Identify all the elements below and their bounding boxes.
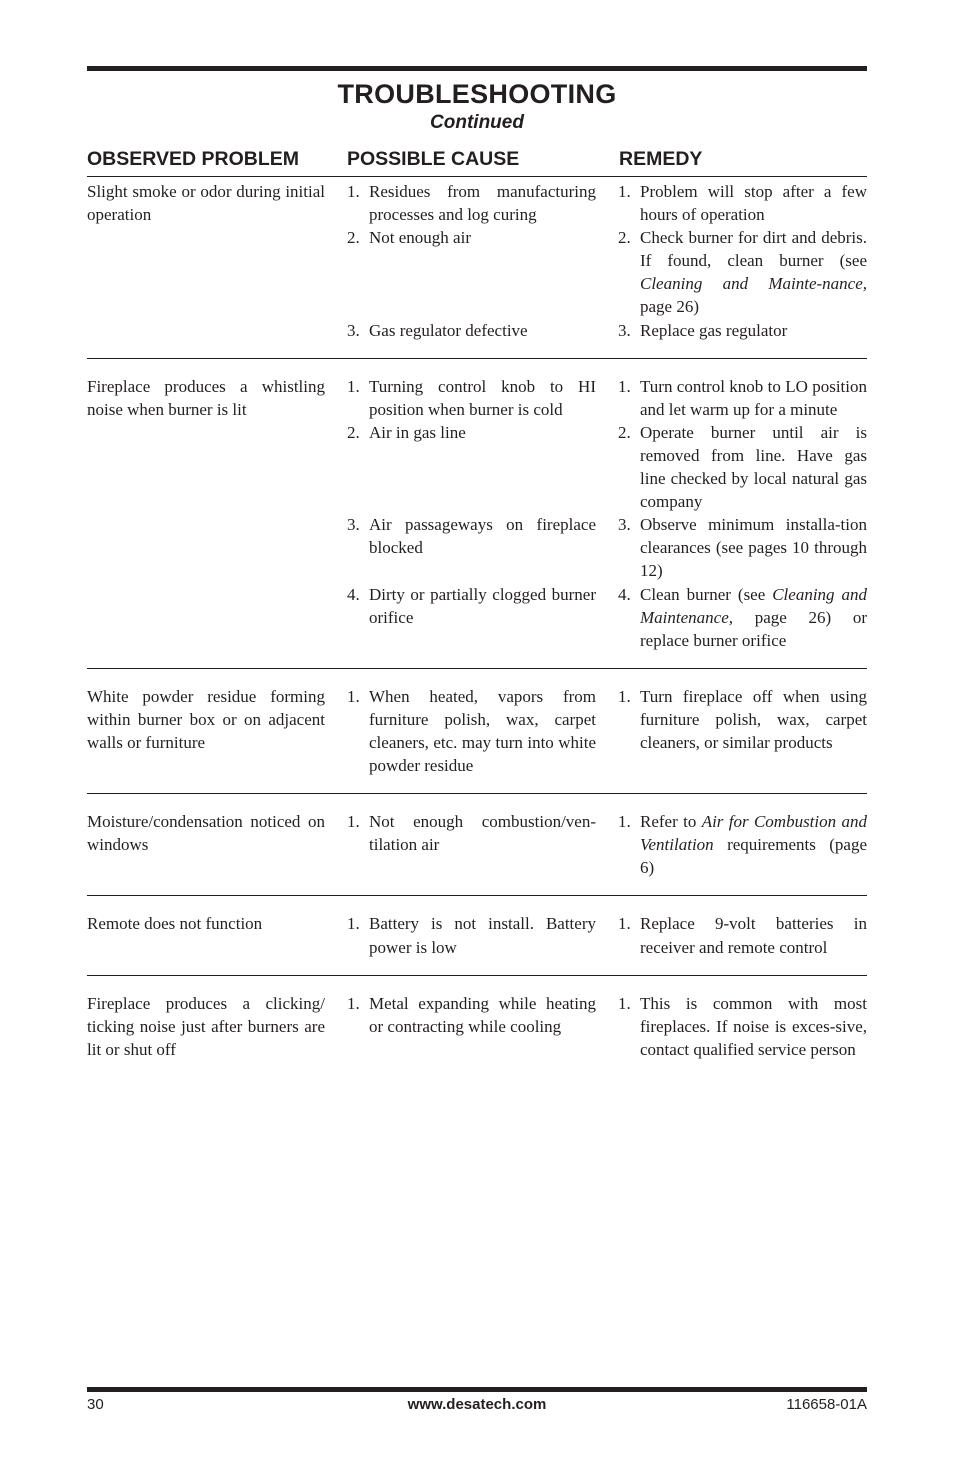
remedy <box>618 513 867 582</box>
remedy-text: Turn control knob to LO position and let warm up for a minute <box>640 376 867 419</box>
cause-remedy-list <box>347 180 867 342</box>
remedy <box>618 685 867 777</box>
cause-remedy-pair <box>347 375 867 421</box>
cause-number: 3. <box>347 320 360 340</box>
remedy-number: 2. <box>618 228 631 248</box>
remedy-number: 1. <box>618 993 631 1013</box>
remedy-text: Replace gas regulator <box>640 320 788 340</box>
remedy-text: Problem will stop after a few hours of operation <box>640 182 867 225</box>
remedy-text: Replace 9-volt batteries in receiver and remote control <box>640 914 867 957</box>
remedy <box>618 810 867 879</box>
remedy-number: 3. <box>618 320 631 340</box>
remedy <box>618 583 867 652</box>
cause-text: Battery is not install. Battery power is low <box>369 914 596 957</box>
possible-cause <box>347 685 596 777</box>
remedy-number: 2. <box>618 422 631 442</box>
possible-cause <box>347 583 596 652</box>
observed-problem: Fireplace produces a clicking/ ticking noise just after burners are lit or shut off <box>87 993 325 1059</box>
possible-cause <box>347 180 596 226</box>
remedy <box>618 375 867 421</box>
column-header-problem: OBSERVED PROBLEM <box>87 148 300 170</box>
column-header-cause: POSSIBLE CAUSE <box>347 148 520 170</box>
cause-remedy-list <box>347 810 867 879</box>
remedy-number: 1. <box>618 914 631 934</box>
remedy-number: 1. <box>618 182 631 201</box>
page-footer <box>87 1396 867 1418</box>
remedy-number: 1. <box>618 376 631 396</box>
table-header <box>87 148 867 176</box>
possible-cause <box>347 319 596 342</box>
header-rule <box>87 176 867 177</box>
remedy-number: 4. <box>618 584 631 604</box>
observed-problem: White powder residue forming within burner box or on adjacent walls or furniture <box>87 686 325 752</box>
cause-remedy-pair <box>347 226 867 318</box>
cause-remedy-pair <box>347 912 867 958</box>
cause-text: Air in gas line <box>369 422 466 442</box>
remedy-number: 3. <box>618 515 631 535</box>
table-row <box>87 810 867 896</box>
cause-text: Gas regulator defective <box>369 320 528 340</box>
cause-remedy-pair <box>347 421 867 513</box>
cause-remedy-list <box>347 375 867 652</box>
table-row <box>87 992 867 1077</box>
page-subtitle: Continued <box>430 112 524 133</box>
cause-text: Metal expanding while heating or contracting while cooling <box>369 993 596 1036</box>
remedy-text: Clean burner (see Cleaning and Maintenance, page 26) or replace burner orifice <box>640 584 867 650</box>
observed-problem: Slight smoke or odor during initial operation <box>87 182 325 225</box>
cause-remedy-pair <box>347 992 867 1061</box>
cause-number: 1. <box>347 812 360 832</box>
table-row <box>87 375 867 669</box>
troubleshooting-table <box>87 180 867 1093</box>
observed-problem: Remote does not function <box>87 914 263 934</box>
cause-number: 1. <box>347 993 360 1013</box>
possible-cause <box>347 226 596 318</box>
top-rule <box>87 66 867 71</box>
table-row <box>87 685 867 794</box>
cause-remedy-pair <box>347 583 867 652</box>
remedy-number: 1. <box>618 686 631 706</box>
possible-cause <box>347 421 596 513</box>
cause-number: 3. <box>347 515 360 535</box>
observed-problem: Moisture/condensation noticed on windows <box>87 812 325 855</box>
cause-text: Turning control knob to HI position when burner is cold <box>369 376 596 419</box>
column-header-remedy: REMEDY <box>619 148 703 170</box>
cause-number: 1. <box>347 376 360 396</box>
cause-number: 2. <box>347 422 360 442</box>
remedy <box>618 226 867 318</box>
remedy-text: Turn fireplace off when using furniture polish, wax, carpet cleaners, or similar products <box>640 686 867 752</box>
remedy <box>618 912 867 958</box>
page-number: 30 <box>87 1396 104 1413</box>
cause-remedy-list <box>347 992 867 1061</box>
cause-remedy-list <box>347 912 867 958</box>
possible-cause <box>347 513 596 582</box>
cause-text: Dirty or partially clogged burner orifice <box>369 584 596 627</box>
cause-text: When heated, vapors from furniture polish, wax, carpet cleaners, etc. may turn into white powder residue <box>369 686 596 776</box>
document-code: 116658-01A <box>786 1396 867 1413</box>
possible-cause <box>347 912 596 958</box>
possible-cause <box>347 992 596 1061</box>
remedy-text: Refer to Air for Combustion and Ventilation requirements (page 6) <box>640 812 867 878</box>
remedy <box>618 180 867 226</box>
remedy-number: 1. <box>618 812 631 832</box>
remedy-text: Check burner for dirt and debris. If found, clean burner (see Cleaning and Mainte-nance, page 26) <box>640 228 867 317</box>
observed-problem: Fireplace produces a whistling noise when burner is lit <box>87 376 325 419</box>
remedy-text: This is common with most fireplaces. If noise is exces-sive, contact qualified service person <box>640 993 867 1059</box>
table-row <box>87 912 867 975</box>
remedy <box>618 319 867 342</box>
remedy <box>618 421 867 513</box>
cause-text: Not enough air <box>369 228 471 248</box>
cause-number: 4. <box>347 584 360 604</box>
remedy-text: Operate burner until air is removed from line. Have gas line checked by local natural gas company <box>640 422 867 512</box>
cause-remedy-pair <box>347 319 867 342</box>
cause-text: Not enough combustion/ven-tilation air <box>369 812 596 855</box>
cause-remedy-pair <box>347 685 867 777</box>
table-row <box>87 180 867 359</box>
remedy <box>618 992 867 1061</box>
cause-number: 1. <box>347 182 360 201</box>
cause-number: 1. <box>347 914 360 934</box>
possible-cause <box>347 375 596 421</box>
page-title: TROUBLESHOOTING <box>337 79 617 109</box>
cause-remedy-pair <box>347 180 867 226</box>
cause-text: Residues from manufacturing processes and log curing <box>369 182 596 225</box>
cause-remedy-pair <box>347 513 867 582</box>
cause-remedy-pair <box>347 810 867 879</box>
footer-rule <box>87 1387 867 1392</box>
cause-number: 2. <box>347 228 360 248</box>
cause-remedy-list <box>347 685 867 777</box>
remedy-text: Observe minimum installa-tion clearances (see pages 10 through 12) <box>640 515 867 581</box>
cause-number: 1. <box>347 686 360 706</box>
cause-text: Air passageways on fireplace blocked <box>369 515 596 558</box>
possible-cause <box>347 810 596 879</box>
website-link[interactable]: www.desatech.com <box>407 1396 547 1413</box>
